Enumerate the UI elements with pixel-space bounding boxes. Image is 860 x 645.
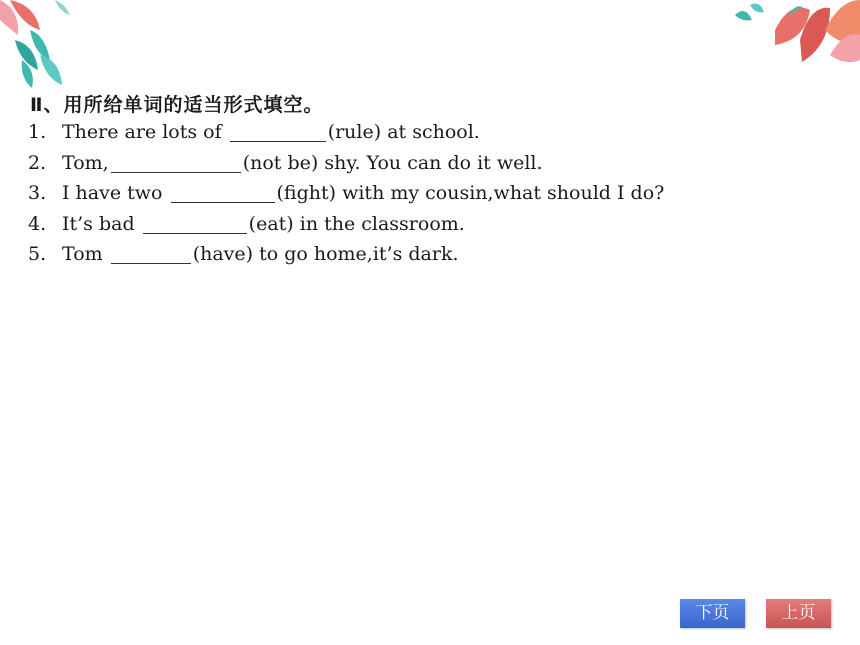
item-number: 3. (28, 182, 47, 204)
item-text-before: There are lots of (62, 121, 222, 143)
exercise-list (28, 117, 664, 270)
answer-blank (143, 213, 247, 234)
item-text-before: It’s bad (62, 212, 135, 235)
item-hint: (rule) at school. (327, 121, 480, 143)
exercise-item (28, 117, 664, 148)
item-text-before: I have two (62, 182, 163, 204)
exercise-item (28, 148, 664, 179)
exercise-item (28, 178, 664, 209)
exercise-item (28, 209, 664, 240)
item-number: 4. (28, 212, 47, 235)
item-hint: (have) to go home,it’s dark. (192, 243, 459, 265)
next-page-button[interactable]: 下页 (680, 599, 745, 628)
previous-page-button[interactable]: 上页 (766, 599, 831, 628)
item-number: 1. (28, 121, 47, 143)
item-hint: (fight) with my cousin,what should I do? (276, 182, 665, 204)
leaf-decoration-right (730, 0, 860, 70)
answer-blank (171, 182, 275, 203)
item-hint: (not be) shy. You can do it well. (242, 151, 543, 174)
item-number: 2. (28, 151, 47, 174)
answer-blank (111, 243, 191, 264)
item-text-before: Tom (62, 243, 103, 265)
answer-blank (111, 152, 241, 173)
item-number: 5. (28, 243, 47, 265)
exercise-item (28, 239, 664, 270)
leaf-decoration-left (0, 0, 80, 90)
answer-blank (230, 121, 326, 142)
item-hint: (eat) in the classroom. (248, 212, 465, 235)
item-text-before: Tom, (62, 151, 109, 174)
section-title: Ⅱ、用所给单词的适当形式填空。 (30, 94, 324, 116)
